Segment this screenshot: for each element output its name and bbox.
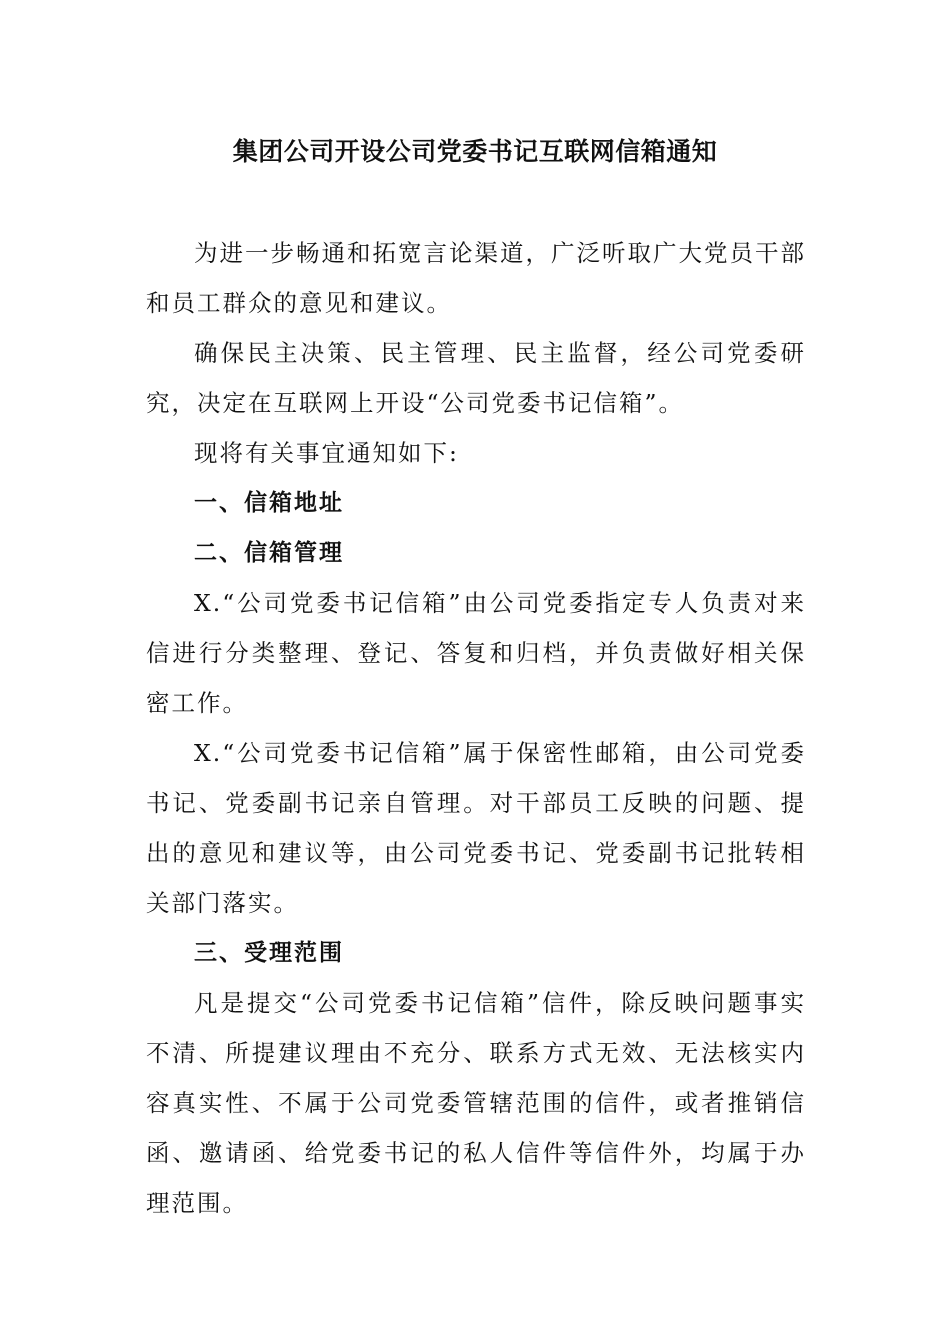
paragraph-management-1: X.“公司党委书记信箱”由公司党委指定专人负责对来信进行分类整理、登记、答复和归档，并负责做好相关保密工作。 bbox=[146, 589, 806, 717]
paragraph-scope: 凡是提交“公司党委书记信箱”信件，除反映问题事实不清、所提建议理由不充分、联系方式无效、无法核实内容真实性、不属于公司党委管辖范围的信件，或者推销信函、邀请函、给党委书记的私人信件等信件外，均属于办理范围。 bbox=[146, 989, 806, 1217]
heading-acceptance-scope: 三、受理范围 bbox=[194, 940, 344, 966]
paragraph-decision: 确保民主决策、民主管理、民主监督，经公司党委研究，决定在互联网上开设“公司党委书记信箱”。 bbox=[146, 339, 806, 417]
heading-mailbox-address: 一、信箱地址 bbox=[194, 490, 344, 516]
paragraph-intro: 为进一步畅通和拓宽言论渠道，广泛听取广大党员干部和员工群众的意见和建议。 bbox=[146, 239, 806, 317]
document-title: 集团公司开设公司党委书记互联网信箱通知 bbox=[232, 137, 718, 166]
document-body bbox=[146, 228, 806, 1228]
paragraph-management-2: X.“公司党委书记信箱”属于保密性邮箱，由公司党委书记、党委副书记亲自管理。对干部员工反映的问题、提出的意见和建议等，由公司党委书记、党委副书记批转相关部门落实。 bbox=[146, 739, 806, 917]
paragraph-notice: 现将有关事宜通知如下: bbox=[194, 439, 459, 467]
heading-mailbox-management: 二、信箱管理 bbox=[194, 540, 344, 566]
